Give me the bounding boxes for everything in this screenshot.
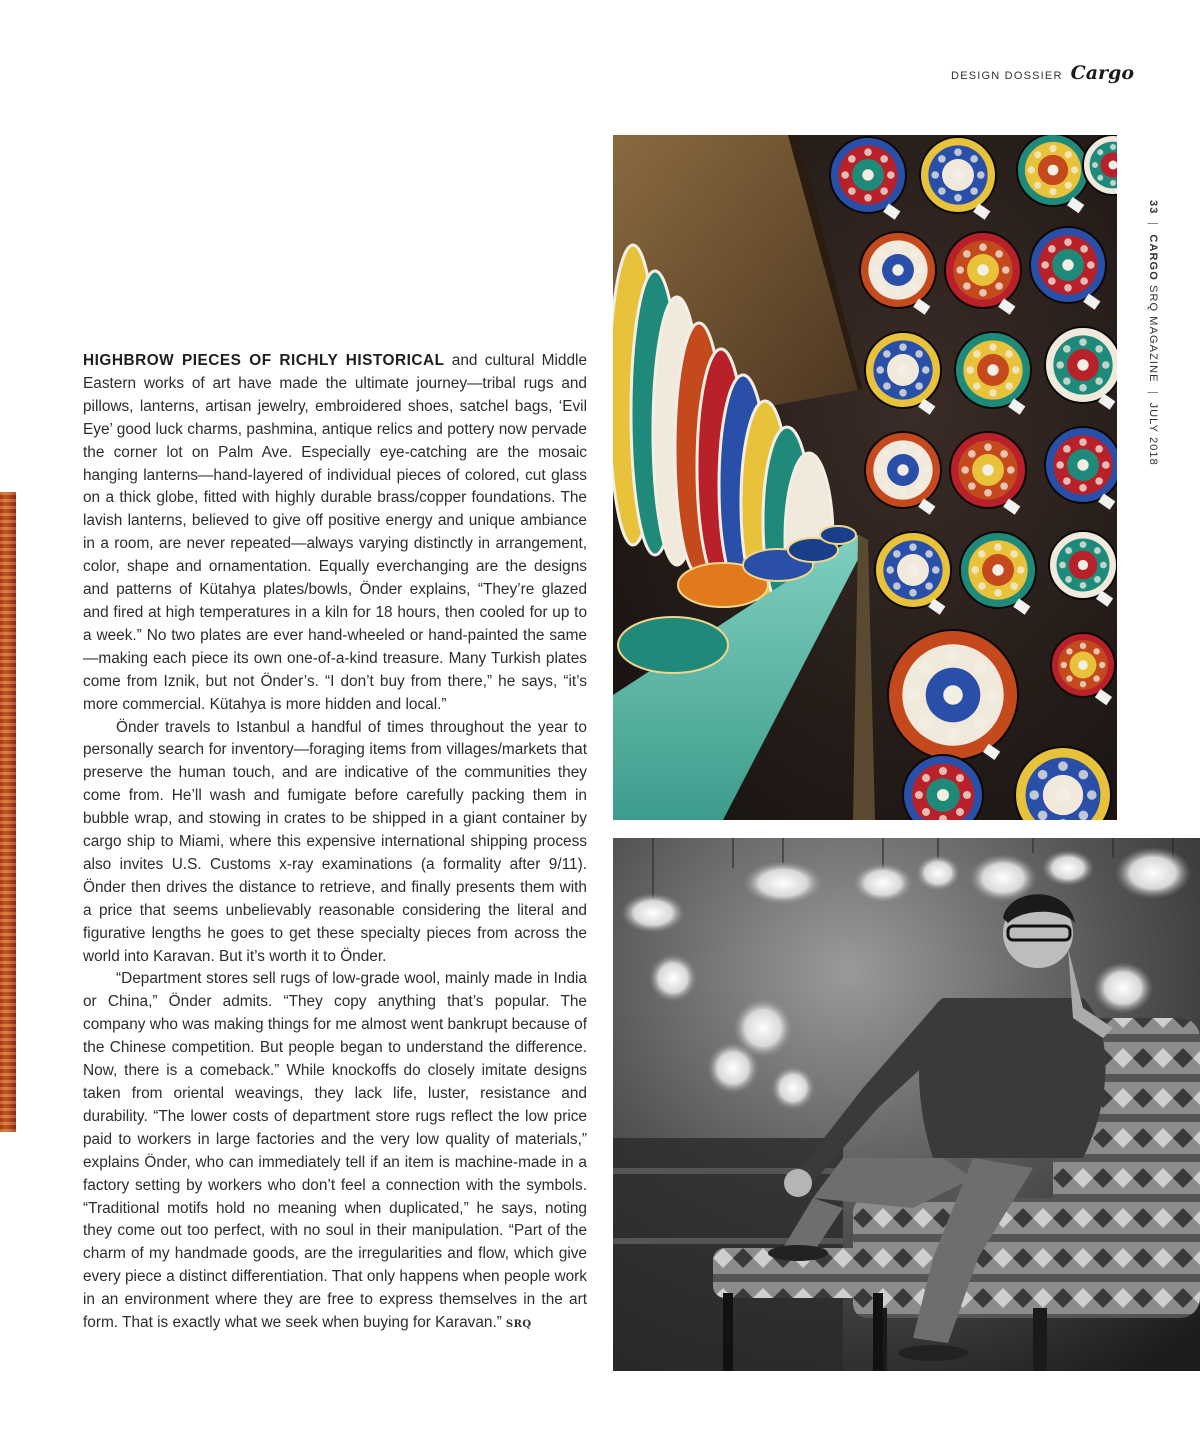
header-section-title: Cargo (1070, 62, 1134, 84)
folio-publication: SRQ MAGAZINE (1147, 285, 1159, 383)
article-lead-in: HIGHBROW PIECES OF RICHLY HISTORICAL (83, 352, 445, 369)
folio-section: CARGO (1147, 234, 1159, 281)
folio-divider: | (1147, 390, 1159, 395)
owner-portrait-illustration (613, 838, 1200, 1371)
article-paragraph-text: and cultural Middle Eastern works of art have made the ultimate journey—tribal rugs and pillows, lanterns, artisan jewelry, embroidered shoes, satchel bags, ‘Evil Eye’ good luck charms, pashmina, antique relics and pottery now pervade the corner lot on Palm Ave. Especially eye-catching are the mosaic hanging lanterns—hand-layered of individual pieces of colored, cut glass on a thick globe, fitted with highly durable brass/copper foundations. The lavish lanterns, believed to give off positive energy and unique ambiance in a room, are never repeated—always varying distinctly in arrangement, color, shape and ornamentation. Equally everchanging are the designs and patterns of Kütahya plates/bowls, Önder explains, “They’re glazed and fired at high temperatures in a kiln for 18 hours, then cooled for up to a week.” No two plates are ever hand-wheeled or hand-painted the same—making each piece its own one-of-a-kind treasure. Many Turkish plates come from Iznik, but not Önder’s. “I don’t buy from there,” he says, “it’s more commercial. Kütahya is more hidden and local.” (83, 352, 588, 713)
plates-wall-photo (613, 135, 1117, 820)
decorative-plate (888, 630, 1018, 760)
rug-edge-image (0, 492, 16, 1132)
article-paragraph-text: “Department stores sell rugs of low-grade wool, mainly made in India or China,” Önder admits. “They copy anything that’s popular. The company who was making things for me almost went bankrupt because of the Chinese competition. But people began to understand the difference. Now, there is a comeback.” While knockoffs do closely imitate designs taken from oriental weavings, they lack life, luster, resistance and durability. “The lower costs of department store rugs reflect the low price paid to workers in large factories and the very low quality of materials,” explains Önder, who can immediately tell if an item is machine-made in a factory setting by workers who don’t feel a connection with the symbols. “Traditional motifs hold no meaning when duplicated,” he says, noting they come out too perfect, with no soul in their manipulation. “Part of the charm of my handmade goods, are the irregularities and flow, which give every piece a distinct differentiation. That only happens when people work in an environment where they are free to express themselves in the art form. That is exactly what we seek when buying for Karavan.” (83, 970, 587, 1332)
page-folio (1147, 200, 1159, 466)
article-paragraph (83, 350, 587, 717)
folio-divider: | (1147, 222, 1159, 227)
article-body (83, 350, 587, 1337)
end-mark: SRQ (505, 1319, 532, 1331)
owner-portrait-photo (613, 838, 1200, 1371)
article-paragraph: Önder travels to Istanbul a handful of times throughout the year to personally search for inventory—foraging items from villages/markets that preserve the human touch, and are indicative of the communities they come from. He’ll wash and fumigate before carefully packing them in bubble wrap, and stowing in crates to be shipped in a giant container by cargo ship to Miami, where this expensive international shipping process also invites U.S. Customs x-ray examinations (a formality after 9/11). Önder then drives the distance to retrieve, and finally presents them with a price that seems unbelievably reasonable considering the literal and figurative lengths he goes to get these specialty pieces from across the world into Karavan. But it’s worth it to Önder. (83, 718, 587, 965)
folio-issue: JULY 2018 (1147, 402, 1159, 466)
ceramic-bowl (820, 526, 856, 544)
header-kicker: DESIGN DOSSIER (951, 70, 1063, 82)
plates-wall-illustration (613, 135, 1117, 820)
ceramic-bowl (618, 617, 728, 673)
running-header (951, 62, 1134, 84)
article-paragraph (83, 968, 587, 1337)
page-number: 33 (1147, 200, 1159, 215)
